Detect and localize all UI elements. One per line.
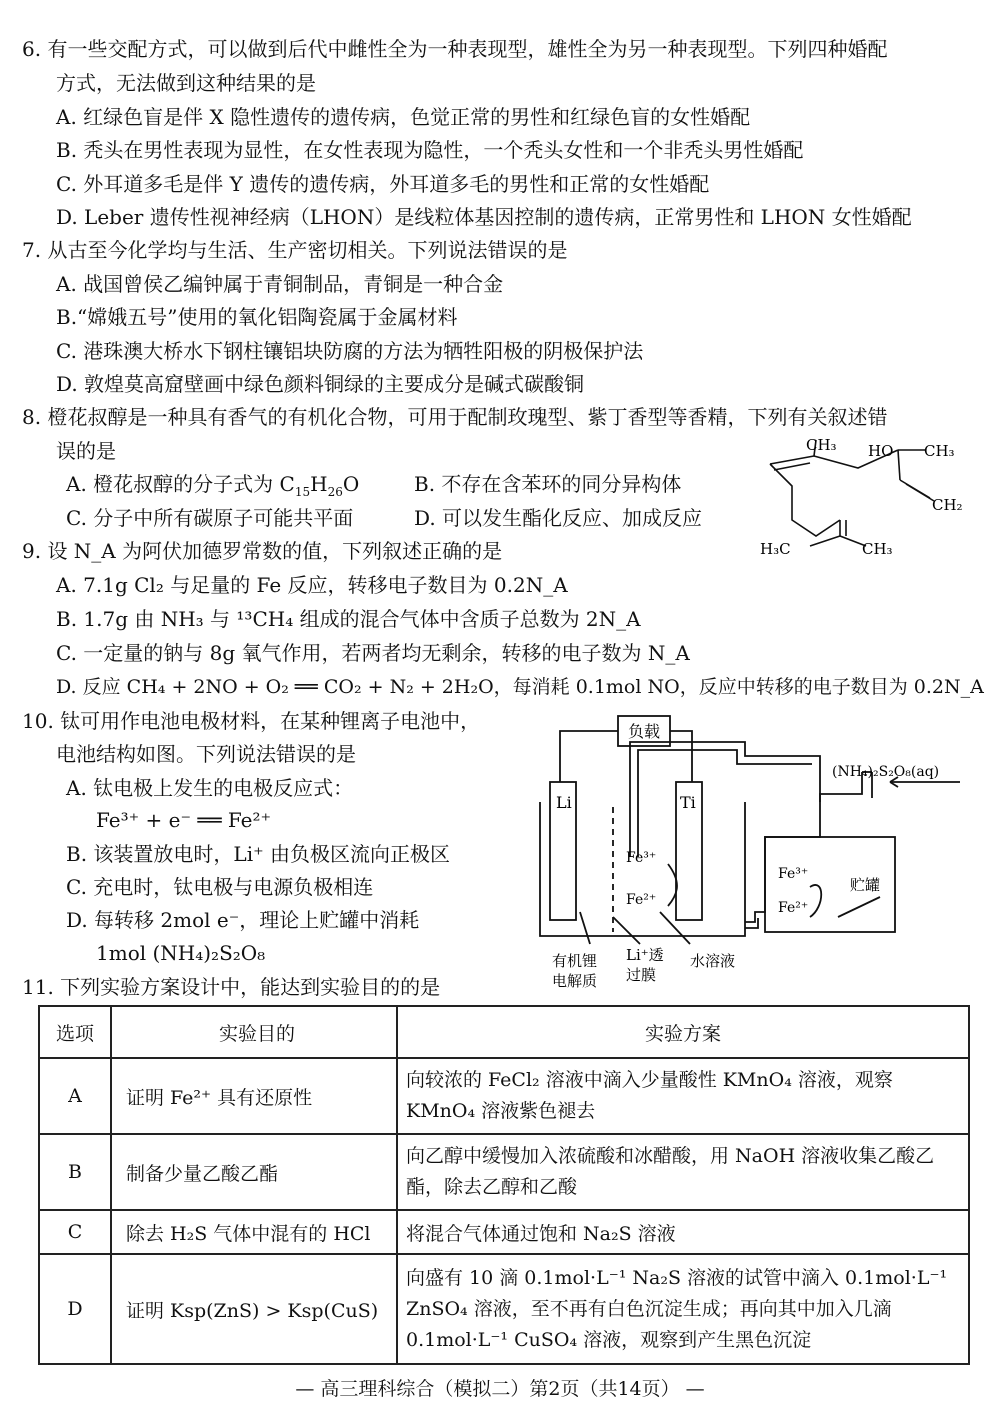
q9-stem: 9. 设 N_A 为阿伏加德罗常数的值，下列叙述正确的是 (22, 539, 503, 563)
header-plan: 实验方案 (397, 1006, 969, 1058)
table-row (39, 1058, 969, 1134)
battery-cell (540, 802, 745, 936)
load-label: 负载 (628, 722, 661, 741)
q7-option-d: D. 敦煌莫高窟壁画中绿色颜料铜绿的主要成分是碱式碳酸铜 (56, 372, 585, 396)
q6-option-a: A. 红绿色盲是伴 X 隐性遗传的遗传病，色觉正常的男性和红绿色盲的女性婚配 (56, 105, 751, 129)
struct-ch3-right: CH₃ (924, 442, 955, 460)
membrane-label-1: Li⁺透 (626, 946, 664, 964)
q8-option-a: A. 橙花叔醇的分子式为 $C_{15}H_{26}O$ (66, 472, 360, 499)
row-key: A (39, 1058, 111, 1134)
q6-stem-line-2: 方式，无法做到这种结果的是 (56, 71, 316, 95)
q10-option-c: C. 充电时，钛电极与电源负极相连 (66, 875, 374, 899)
q10-option-d-line-1: D. 每转移 2mol e⁻，理论上贮罐中消耗 (66, 908, 420, 932)
table-header-row (39, 1006, 969, 1058)
q8-option-d: D. 可以发生酯化反应、加成反应 (414, 506, 703, 530)
q6-option-c: C. 外耳道多毛是伴 Y 遗传的遗传病，外耳道多毛的男性和正常的女性婚配 (56, 172, 710, 196)
page-footer: — 高三理科综合（模拟二）第2页（共14页） — (295, 1378, 705, 1400)
battery-diagram (520, 712, 970, 997)
nerolidol-structure (740, 428, 980, 568)
struct-ch3-top: CH₃ (806, 436, 837, 454)
inlet-label: (NH₄)₂S₂O₈(aq) (832, 764, 940, 780)
fe-cycle-arrow-right (810, 885, 821, 917)
row-key: C (39, 1210, 111, 1254)
q7-option-c: C. 港珠澳大桥水下钢柱镶铝块防腐的方法为牺牲阳极的阴极保护法 (56, 339, 644, 363)
fe2-label-cell: Fe²⁺ (626, 892, 657, 908)
q9-option-c: C. 一定量的钠与 8g 氧气作用，若两者均无剩余，转移的电子数为 N_A (56, 641, 690, 665)
struct-ho: HO (868, 442, 894, 460)
struct-ch3-bottom: CH₃ (862, 540, 893, 558)
q6-stem-line-1: 6. 有一些交配方式，可以做到后代中雌性全为一种表现型，雄性全为另一种表现型。下列四种婚配 (22, 37, 888, 61)
org-electrolyte-label-1: 有机锂 (552, 952, 598, 970)
fe2-label-tank: Fe²⁺ (778, 900, 809, 916)
struct-h3c: H₃C (760, 540, 791, 558)
q10-option-b: B. 该装置放电时，Li⁺ 由负极区流向正极区 (66, 842, 451, 866)
row-key: D (39, 1254, 111, 1364)
q6-option-b: B. 秃头在男性表现为显性，在女性表现为隐性，一个秃头女性和一个非秃头男性婚配 (56, 138, 804, 162)
table-row (39, 1134, 969, 1210)
table-row (39, 1254, 969, 1364)
fe3-label-cell: Fe³⁺ (626, 850, 657, 866)
q9-option-d: D. 反应 CH₄ + 2NO + O₂ ══ CO₂ + N₂ + 2H₂O，每消耗 0.1mol NO，反应中转移的电子数目为 0.2N_A (56, 676, 984, 698)
row-aim: 除去 H₂S 气体中混有的 HCl (111, 1210, 397, 1254)
aqueous-label: 水溶液 (690, 952, 736, 970)
row-plan: 将混合气体通过饱和 Na₂S 溶液 (397, 1210, 969, 1254)
q10-option-a-line-2: Fe³⁺ + e⁻ ══ Fe²⁺ (96, 808, 272, 832)
membrane-label-2: 过膜 (626, 966, 657, 984)
row-aim: 制备少量乙酸乙酯 (111, 1134, 397, 1210)
row-plan: 向乙醇中缓慢加入浓硫酸和冰醋酸，用 NaOH 溶液收集乙酸乙酯，除去乙醇和乙酸 (397, 1134, 969, 1210)
fe3-label-tank: Fe³⁺ (778, 866, 809, 882)
row-aim: 证明 Fe²⁺ 具有还原性 (111, 1058, 397, 1134)
row-plan: 向盛有 10 滴 0.1mol·L⁻¹ Na₂S 溶液的试管中滴入 0.1mol·L⁻¹ ZnSO₄ 溶液，至不再有白色沉淀生成；再向其中加入几滴 0.1mol·L⁻¹ CuSO₄ 溶液，观察到产生黑色沉淀 (397, 1254, 969, 1364)
q10-option-d-line-2: 1mol (NH₄)₂S₂O₈ (96, 941, 266, 965)
header-option: 选项 (39, 1006, 111, 1058)
header-aim: 实验目的 (111, 1006, 397, 1058)
table-row (39, 1210, 969, 1254)
tank-label: 贮罐 (850, 876, 881, 894)
outlet-pipe (630, 742, 820, 857)
q10-stem-line-2: 电池结构如图。下列说法错误的是 (56, 742, 356, 766)
row-plan: 向较浓的 FeCl₂ 溶液中滴入少量酸性 KMnO₄ 溶液，观察 KMnO₄ 溶液紫色褪去 (397, 1058, 969, 1134)
q8-stem-line-1: 8. 橙花叔醇是一种具有香气的有机化合物，可用于配制玫瑰型、紫丁香型等香精，下列有关叙述错 (22, 405, 888, 429)
q6-option-d: D. Leber 遗传性视神经病（LHON）是线粒体基因控制的遗传病，正常男性和 LHON 女性婚配 (56, 205, 912, 229)
q10-stem-line-1: 10. 钛可用作电池电极材料，在某种锂离子电池中， (22, 709, 481, 733)
q9-option-a: A. 7.1g Cl₂ 与足量的 Fe 反应，转移电子数目为 0.2N_A (56, 573, 568, 597)
q8-option-b: B. 不存在含苯环的同分异构体 (414, 472, 682, 496)
q9-option-b: B. 1.7g 由 NH₃ 与 ¹³CH₄ 组成的混合气体中含质子总数为 2N_A (56, 607, 641, 631)
struct-ch2: CH₂ (932, 496, 963, 514)
li-label: Li (556, 793, 572, 812)
row-aim: 证明 Ksp(ZnS) > Ksp(CuS) (111, 1254, 397, 1364)
q10-option-a-line-1: A. 钛电极上发生的电极反应式： (66, 776, 354, 800)
q11-stem: 11. 下列实验方案设计中，能达到实验目的的是 (22, 975, 441, 999)
q7-option-b: B.“嫦娥五号”使用的氧化铝陶瓷属于金属材料 (56, 305, 458, 329)
q7-option-a: A. 战国曾侯乙编钟属于青铜制品，青铜是一种合金 (56, 272, 504, 296)
org-electrolyte-label-2: 电解质 (552, 972, 598, 990)
row-key: B (39, 1134, 111, 1210)
experiment-table (38, 1005, 970, 1365)
q7-stem: 7. 从古至今化学均与生活、生产密切相关。下列说法错误的是 (22, 238, 568, 262)
q8-option-c: C. 分子中所有碳原子可能共平面 (66, 506, 354, 530)
ti-label: Ti (680, 793, 696, 812)
q8-stem-line-2: 误的是 (56, 439, 116, 463)
